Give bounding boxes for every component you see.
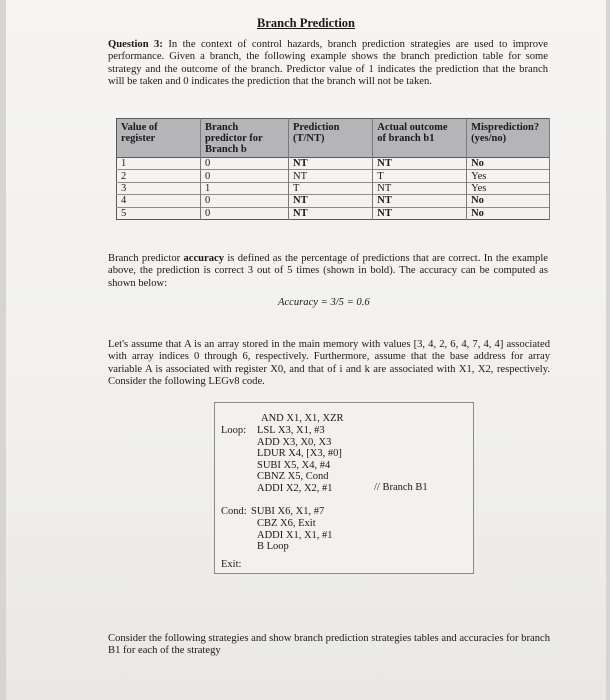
consider-paragraph: Consider the following strategies and show branch prediction strategies tables and accuracies for branch B1 for each of the strategy	[108, 633, 550, 657]
branch-b1-comment: // Branch B1	[374, 482, 428, 493]
accuracy-term: accuracy	[183, 253, 225, 264]
header-actual-outcome: Actual outcome of branch b1	[373, 119, 467, 158]
cell-predictor: 1	[200, 182, 288, 194]
branch-prediction-table	[116, 118, 550, 220]
table-row	[117, 158, 550, 170]
question-paragraph	[108, 39, 548, 89]
cell-prediction: NT	[289, 195, 373, 207]
cell-predictor: 0	[200, 170, 288, 182]
code-cond-block: CBZ X6, Exit ADDI X1, X1, #1 B Loop	[257, 518, 333, 553]
table-row	[117, 195, 550, 207]
cell-misprediction: No	[467, 195, 550, 207]
cell-predictor: 0	[200, 207, 288, 219]
table-row	[117, 207, 550, 219]
cell-actual: T	[373, 170, 467, 182]
cell-register: 1	[117, 158, 201, 170]
cell-prediction: NT	[289, 207, 373, 219]
page-title: Branch Prediction	[256, 16, 356, 30]
cell-register: 4	[117, 195, 201, 207]
code-box	[214, 402, 474, 574]
cell-register: 2	[117, 170, 201, 182]
cell-register: 5	[117, 207, 201, 219]
header-value-of-register: Value of register	[117, 119, 201, 158]
header-branch-predictor: Branch predictor for Branch b	[200, 119, 288, 158]
cell-actual: NT	[373, 207, 467, 219]
cell-register: 3	[117, 182, 201, 194]
header-prediction: Prediction (T/NT)	[289, 119, 373, 158]
accuracy-paragraph: Branch predictor accuracy is defined as the percentage of predictions that are correct. In the example above, the prediction is correct 3 out of 5 times (shown in bold). The accuracy can be computed as shown below:	[108, 253, 548, 289]
cell-misprediction: Yes	[467, 182, 550, 194]
question-label: Question 3:	[108, 39, 163, 50]
question-text: In the context of control hazards, branch prediction strategies are used to improve performance. Given a branch, the following example shows the branch prediction table for some strategy and the outcome of the branch. Predictor value of 1 indicates the prediction that the branch will be taken and 0 indicates the prediction that the branch will not be taken.	[108, 39, 548, 88]
cell-predictor: 0	[200, 158, 288, 170]
cell-actual: NT	[373, 195, 467, 207]
cell-predictor: 0	[200, 195, 288, 207]
code-line-and: AND X1, X1, XZR	[261, 413, 344, 424]
document-page	[6, 0, 606, 700]
cell-misprediction: No	[467, 207, 550, 219]
table-row	[117, 170, 550, 182]
table-row	[117, 182, 550, 194]
code-cond-first: SUBI X6, X1, #7	[251, 506, 325, 517]
exit-label: Exit:	[221, 559, 242, 570]
cell-misprediction: Yes	[467, 170, 550, 182]
cell-prediction: NT	[289, 158, 373, 170]
cell-prediction: NT	[289, 170, 373, 182]
code-loop-block: LSL X3, X1, #3 ADD X3, X0, X3 LDUR X4, [X3, #0] SUBI X5, X4, #4 CBNZ X5, Cond ADDI X2, X2, #1	[257, 425, 342, 494]
accuracy-formula: Accuracy = 3/5 = 0.6	[278, 297, 370, 308]
cell-actual: NT	[373, 158, 467, 170]
loop-label: Loop:	[221, 425, 247, 436]
header-misprediction: Misprediction? (yes/no)	[467, 119, 550, 158]
cell-prediction: T	[289, 182, 373, 194]
cell-misprediction: No	[467, 158, 550, 170]
table-header-row	[117, 119, 550, 158]
array-paragraph: Let's assume that A is an array stored in the main memory with values [3, 4, 2, 6, 4, 7, 4, 4] associated with array indices 0 through 6, respectively. Furthermore, assume that the base address for array variable A is associated with register X0, and that of i and k are associated with X1, X2, respectively. Consider the following LEGv8 code.	[108, 339, 550, 388]
cond-label: Cond:	[221, 506, 247, 517]
cell-actual: NT	[373, 182, 467, 194]
